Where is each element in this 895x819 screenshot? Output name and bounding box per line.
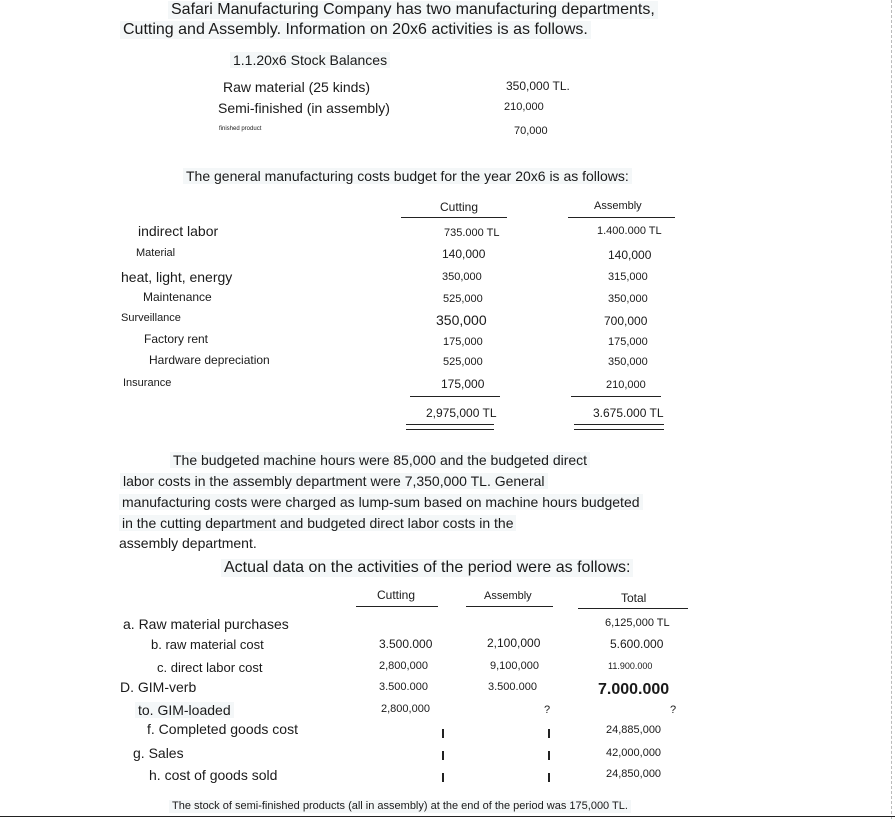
budget-row-cutting: 350,000 xyxy=(436,312,487,328)
budget-subtotal-rule-cutting xyxy=(410,396,500,397)
budget-row-assembly: 210,000 xyxy=(606,379,646,391)
actual-row-assembly: 9,100,000 xyxy=(490,660,539,672)
actual-row-total: ? xyxy=(670,704,677,716)
budget-subtotal-rule-assembly xyxy=(571,396,661,397)
budget-row-label: heat, light, energy xyxy=(121,269,233,285)
blank-dash xyxy=(548,773,550,782)
blank-dash xyxy=(442,773,444,782)
budget-row-assembly: 175,000 xyxy=(608,336,648,348)
blank-dash xyxy=(548,729,550,738)
actual-row-label: a. Raw material purchases xyxy=(123,616,289,632)
blank-dash xyxy=(442,729,444,738)
budget-total-cutting: 2,975,000 TL xyxy=(426,406,497,420)
actual-col-assembly: Assembly xyxy=(484,590,532,602)
paragraph-line: labor costs in the assembly department were 7,350,000 TL. General xyxy=(120,473,548,489)
budget-heading: The general manufacturing costs budget for the year 20x6 is as follows: xyxy=(183,168,632,184)
budget-row-cutting: 350,000 xyxy=(442,271,482,283)
page-bottom-edge xyxy=(0,816,895,817)
actual-col-assembly-rule xyxy=(466,606,553,607)
actual-heading: Actual data on the activities of the period were as follows: xyxy=(221,559,633,577)
stock-value-raw: 350,000 TL. xyxy=(506,79,570,93)
actual-row-total: 24,885,000 xyxy=(606,724,662,736)
budget-col-cutting-rule xyxy=(401,217,507,218)
actual-row-label: b. raw material cost xyxy=(151,637,264,652)
actual-col-total-rule xyxy=(578,608,688,609)
actual-row-label: h. cost of goods sold xyxy=(149,767,278,783)
budget-row-label: Material xyxy=(136,247,176,259)
footer-note: The stock of semi-finished products (all in assembly) at the end of the period was 175,000 TL. xyxy=(169,800,631,813)
budget-row-cutting: 175,000 xyxy=(443,336,483,348)
actual-row-total: 7.000.000 xyxy=(598,681,670,698)
stock-value-finished: 70,000 xyxy=(514,125,548,137)
paragraph-line: manufacturing costs were charged as lump-sum based on machine hours budgeted xyxy=(119,494,643,510)
stock-label-finished: finished product xyxy=(219,126,262,132)
actual-row-total: 42,000,000 xyxy=(606,747,662,759)
actual-row-cutting: 2,800,000 xyxy=(381,703,430,715)
budget-col-assembly-rule xyxy=(568,217,675,218)
actual-row-assembly: 2,100,000 xyxy=(487,636,541,650)
actual-row-assembly: 3.500.000 xyxy=(488,681,537,693)
budget-row-assembly: 350,000 xyxy=(608,293,648,305)
actual-row-label: D. GIM-verb xyxy=(120,679,197,695)
actual-row-total: 5.600.000 xyxy=(610,637,664,651)
budget-col-cutting: Cutting xyxy=(440,200,479,214)
budget-row-label: indirect labor xyxy=(138,223,219,239)
budget-row-assembly: 350,000 xyxy=(608,356,648,368)
actual-col-total: Total xyxy=(621,591,647,605)
budget-row-label: Hardware depreciation xyxy=(149,353,270,367)
budget-row-label: Factory rent xyxy=(144,332,209,346)
budget-total-double-rule-assembly xyxy=(574,424,664,430)
stock-heading: 1.1.20x6 Stock Balances xyxy=(230,52,390,68)
actual-row-total: 11.900.000 xyxy=(608,661,653,671)
actual-row-assembly: ? xyxy=(544,704,551,716)
budget-row-cutting: 735.000 TL xyxy=(444,227,500,239)
blank-dash xyxy=(442,751,444,760)
budget-row-label: Maintenance xyxy=(143,290,212,304)
actual-row-cutting: 3.500.000 xyxy=(379,637,433,651)
paragraph-line: in the cutting department and budgeted direct labor costs in the xyxy=(119,515,516,531)
budget-row-assembly: 315,000 xyxy=(608,271,648,283)
budget-total-assembly: 3.675.000 TL xyxy=(593,406,664,420)
paragraph-line: assembly department. xyxy=(119,535,257,551)
actual-row-total: 24,850,000 xyxy=(606,768,662,780)
actual-col-cutting: Cutting xyxy=(377,588,416,602)
budget-row-assembly: 1.400.000 TL xyxy=(597,225,662,237)
paragraph-line: The budgeted machine hours were 85,000 and the budgeted direct xyxy=(170,452,590,468)
budget-row-cutting: 140,000 xyxy=(442,247,486,261)
budget-row-assembly: 700,000 xyxy=(604,314,648,328)
stock-label-raw: Raw material (25 kinds) xyxy=(223,79,371,95)
stock-label-semi: Semi-finished (in assembly) xyxy=(218,100,390,116)
budget-row-label: Surveillance xyxy=(121,312,181,324)
budget-row-label: Insurance xyxy=(123,377,172,389)
actual-row-label: c. direct labor cost xyxy=(157,660,263,675)
budget-total-double-rule-cutting xyxy=(406,424,494,430)
actual-row-total: 6,125,000 TL xyxy=(605,617,670,629)
stock-value-semi: 210,000 xyxy=(504,101,544,113)
intro-line-1: Safari Manufacturing Company has two manufacturing departments, xyxy=(168,1,658,19)
budget-row-cutting: 525,000 xyxy=(443,356,483,368)
actual-row-cutting: 3.500.000 xyxy=(379,681,428,693)
intro-line-2: Cutting and Assembly. Information on 20x6 activities is as follows. xyxy=(120,21,591,39)
budget-row-cutting: 525,000 xyxy=(443,293,483,305)
actual-row-label: f. Completed goods cost xyxy=(147,721,298,737)
blank-dash xyxy=(548,751,550,760)
page-right-edge xyxy=(891,0,892,819)
actual-row-label: g. Sales xyxy=(133,745,184,761)
actual-col-cutting-rule xyxy=(356,606,438,607)
budget-row-cutting: 175,000 xyxy=(441,377,485,391)
actual-row-cutting: 2,800,000 xyxy=(379,660,428,672)
budget-col-assembly: Assembly xyxy=(594,200,642,212)
budget-row-assembly: 140,000 xyxy=(608,248,652,262)
actual-row-label: to. GIM-loaded xyxy=(135,702,234,718)
